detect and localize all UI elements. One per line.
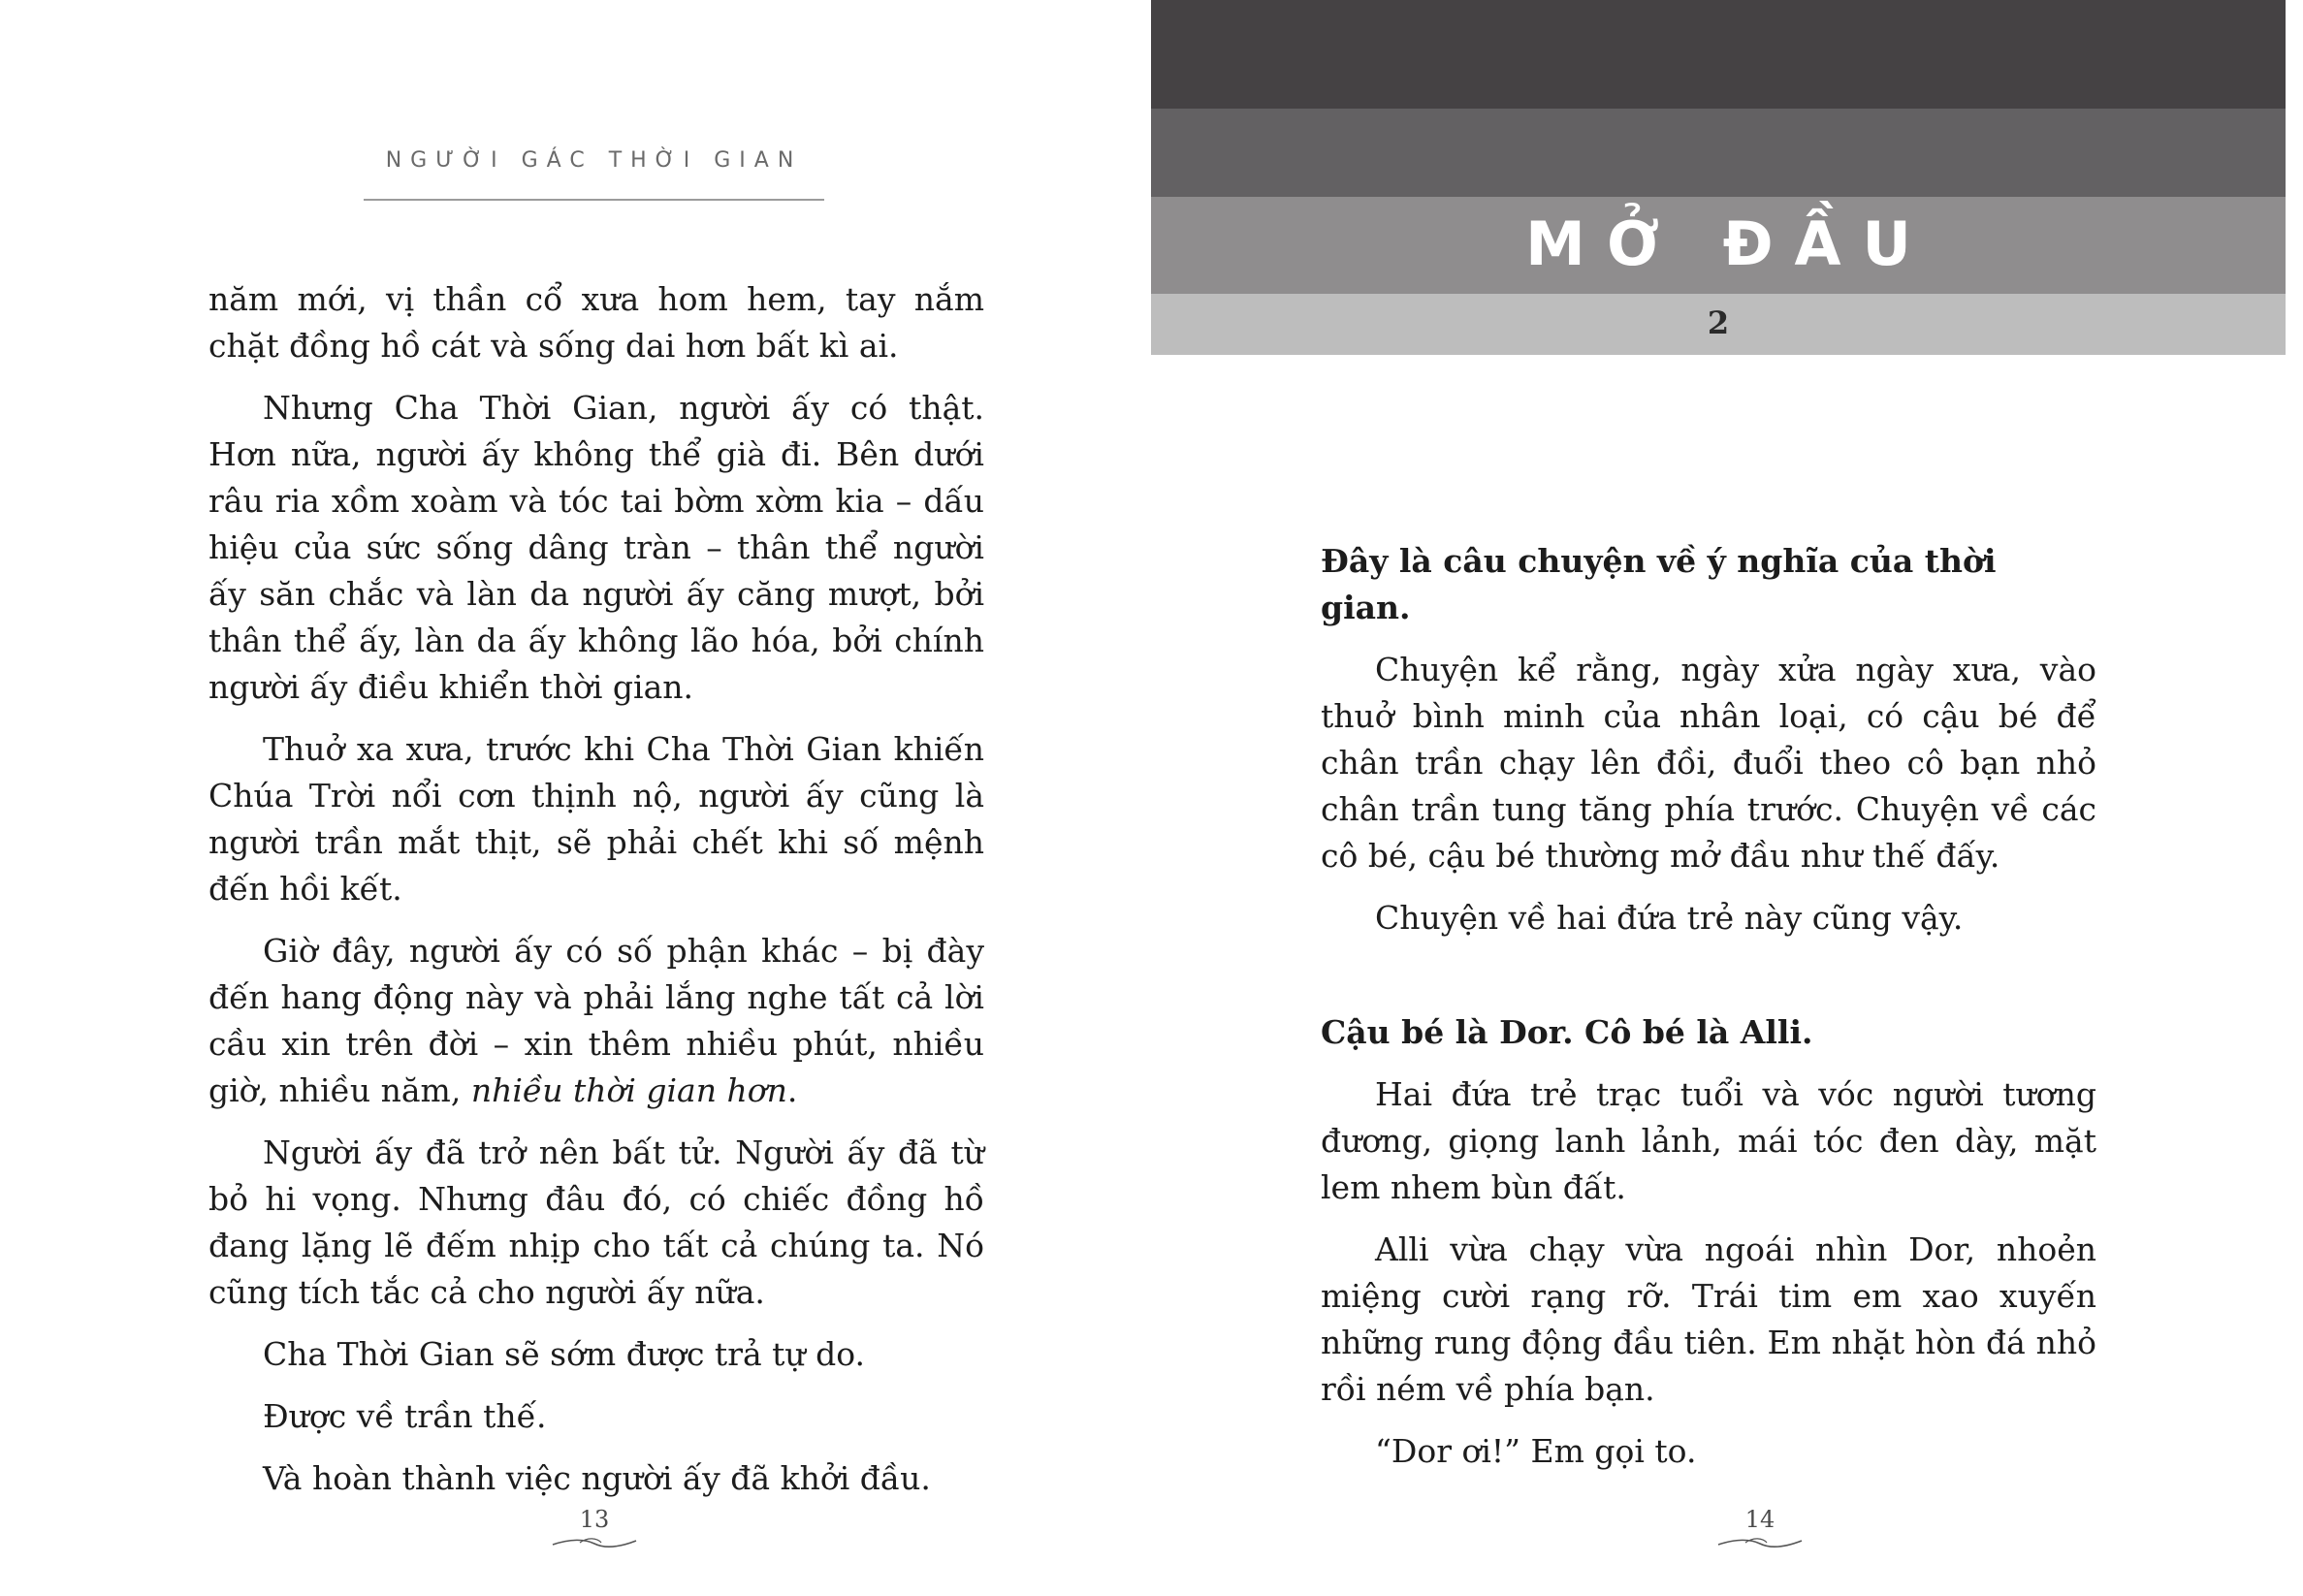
paragraph: Cha Thời Gian sẽ sớm được trả tự do. [263,1335,866,1373]
chapter-number: 2 [1707,304,1730,341]
paragraph-text: Giờ đây, người ấy có số phận khác – bị đày đến hang động này và phải lắng nghe tất cả lời cầu xin trên đời – xin thêm nhiều phút, nhiều giờ, nhiều năm, [208,932,984,1109]
paragraph: Được về trần thế. [263,1397,547,1435]
lead-sentence: Cậu bé là Dor. Cô bé là Alli. [1321,1013,1813,1051]
running-header: NGƯỜI GÁC THỜI GIAN [385,148,803,173]
paragraph: năm mới, vị thần cổ xưa hom hem, tay nắm chặt đồng hồ cát và sống dai hơn bất kì ai. [208,280,984,365]
chapter-band-dark [1151,0,2286,109]
italic-phrase: nhiều thời gian hơn [470,1071,787,1109]
chapter-title: MỞ ĐẦU [1525,208,1933,279]
paragraph-end: . [786,1071,798,1109]
lead-sentence: Đây là câu chuyện về ý nghĩa của thời gian. [1321,542,1997,626]
right-page [1151,0,2303,1596]
paragraph: Nhưng Cha Thời Gian, người ấy có thật. Hơn nữa, người ấy không thể già đi. Bên dưới râu ria xồm xoàm và tóc tai bờm xờm kia – dấu hiệu của sức sống dâng tràn – thân thể người ấy săn chắc và làn da người ấy căng mượt, bởi thân thể ấy, làn da ấy không lão hóa, bởi chính người ấy điều khiển thời gian. [208,389,984,706]
paragraph: Alli vừa chạy vừa ngoái nhìn Dor, nhoẻn miệng cười rạng rỡ. Trái tim em xao xuyến những rung động đầu tiên. Em nhặt hòn đá nhỏ rồi ném về phía bạn. [1321,1230,2096,1408]
flourish-ornament-icon [1716,1535,1804,1550]
page-number: 13 [579,1506,610,1533]
paragraph: Chuyện kể rằng, ngày xửa ngày xưa, vào thuở bình minh của nhân loại, có cậu bé để chân trần chạy lên đồi, đuổi theo cô bạn nhỏ chân trần tung tăng phía trước. Chuyện về các cô bé, cậu bé thường mở đầu như thế đấy. [1321,651,2096,875]
flourish-ornament-icon [551,1535,638,1550]
paragraph [208,928,984,1114]
chapter-band-mid [1151,109,2286,197]
paragraph: Người ấy đã trở nên bất tử. Người ấy đã từ bỏ hi vọng. Nhưng đâu đó, có chiếc đồng hồ đang lặng lẽ đếm nhịp cho tất cả chúng ta. Nó cũng tích tắc cả cho người ấy nữa. [208,1133,984,1311]
paragraph: “Dor ơi!” Em gọi to. [1375,1432,1697,1470]
paragraph: Và hoàn thành việc người ấy đã khởi đầu. [263,1459,931,1497]
paragraph: Hai đứa trẻ trạc tuổi và vóc người tương đương, giọng lanh lảnh, mái tóc đen dày, mặt lem nhem bùn đất. [1321,1075,2096,1206]
paragraph: Thuở xa xưa, trước khi Cha Thời Gian khiến Chúa Trời nổi cơn thịnh nộ, người ấy cũng là người trần mắt thịt, sẽ phải chết khi số mệnh đến hồi kết. [208,730,984,908]
left-page [0,0,1151,1596]
running-header-rule [364,199,824,201]
page-number: 14 [1744,1506,1775,1533]
paragraph: Chuyện về hai đứa trẻ này cũng vậy. [1375,899,1964,937]
right-page-body [1321,538,2096,1490]
left-page-body [208,276,984,1517]
